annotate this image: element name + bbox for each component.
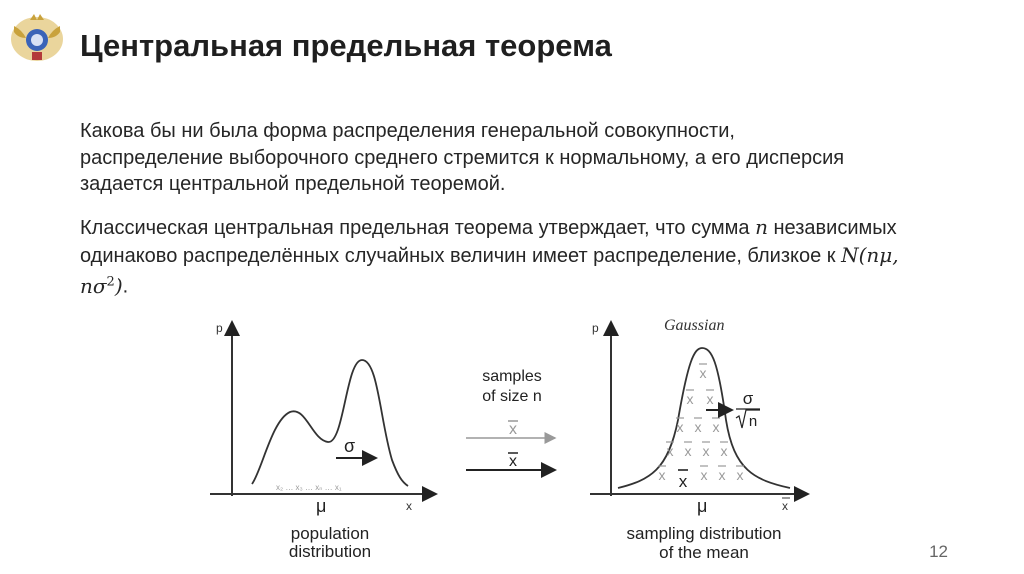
right-sigma-label: σ	[742, 389, 754, 408]
middle-text-1: samples	[482, 368, 542, 385]
page-number: 12	[929, 542, 948, 561]
right-panel	[590, 317, 808, 562]
right-caption-1: sampling distribution	[626, 524, 782, 543]
xbar-row-3	[676, 418, 720, 435]
xbar-mark: x	[658, 467, 666, 483]
clt-figure	[0, 300, 1024, 574]
emblem-logo	[8, 8, 66, 66]
xbar-mark: x	[706, 391, 714, 407]
formula-close: )	[114, 273, 123, 298]
formula-body: N(nμ, nσ	[80, 242, 899, 298]
middle-xbar-1: x	[509, 421, 517, 438]
right-axis-x-label: x	[782, 499, 788, 513]
left-caption-2: distribution	[288, 542, 372, 561]
middle-xbar-2: x	[509, 453, 517, 470]
right-sqrt-n: n	[748, 413, 758, 430]
xbar-mark: x	[720, 443, 728, 459]
paragraph-2-text-a: Классическая центральная предельная теорема утверждает, что сумма	[80, 217, 756, 239]
right-caption-2: of the mean	[659, 543, 749, 562]
left-axis-y-label: p	[216, 321, 223, 335]
xbar-row-1	[699, 364, 707, 381]
right-mu-label: μ	[697, 496, 708, 516]
xbar-mark: x	[700, 467, 708, 483]
xbar-mark: x	[694, 419, 702, 435]
left-caption-1: population	[290, 524, 370, 543]
right-axis-y-label: p	[592, 321, 599, 335]
xbar-mark: x	[718, 467, 726, 483]
xbar-mark: x	[712, 419, 720, 435]
formula-exponent: 2	[106, 274, 115, 289]
xbar-mark: x	[676, 419, 684, 435]
xbar-mark: x	[686, 391, 694, 407]
left-panel	[210, 321, 436, 561]
left-x-ticks: x₂ … x₃ … xₙ … x₁	[276, 483, 342, 492]
xbar-mark: x	[702, 443, 710, 459]
paragraph-1: Какова бы ни была форма распределения генеральной совокупности, распределение выборочного среднего стремится к нормальному, а его дисперсия задается центральной предельной теоремой.	[80, 120, 845, 195]
math-n: n	[755, 215, 768, 239]
xbar-row-4	[666, 442, 728, 459]
xbar-mark: x	[699, 365, 707, 381]
xbar-mark: x	[736, 467, 744, 483]
paragraph-2-text-c: .	[122, 275, 129, 298]
xbar-mark-black: x	[678, 472, 688, 491]
xbar-row-5-black	[678, 470, 688, 491]
middle-panel	[466, 368, 555, 470]
bimodal-curve	[252, 360, 408, 486]
middle-text-2: of size n	[482, 388, 542, 405]
paragraph-2	[80, 214, 900, 300]
paragraph-2-text-b: независимых одинаково распределённых случайных величин имеет распределение, близкое к	[80, 217, 897, 267]
right-title: Gaussian	[664, 317, 725, 334]
xbar-row-5	[658, 466, 744, 483]
left-axis-x-label: x	[406, 499, 412, 513]
left-sigma-label: σ	[344, 436, 356, 456]
xbar-mark: x	[666, 443, 674, 459]
slide-title: Центральная предельная теорема	[80, 28, 612, 63]
xbar-marks	[658, 364, 744, 491]
xbar-row-2	[686, 390, 714, 407]
left-mu-label: μ	[316, 496, 327, 516]
xbar-mark: x	[684, 443, 692, 459]
